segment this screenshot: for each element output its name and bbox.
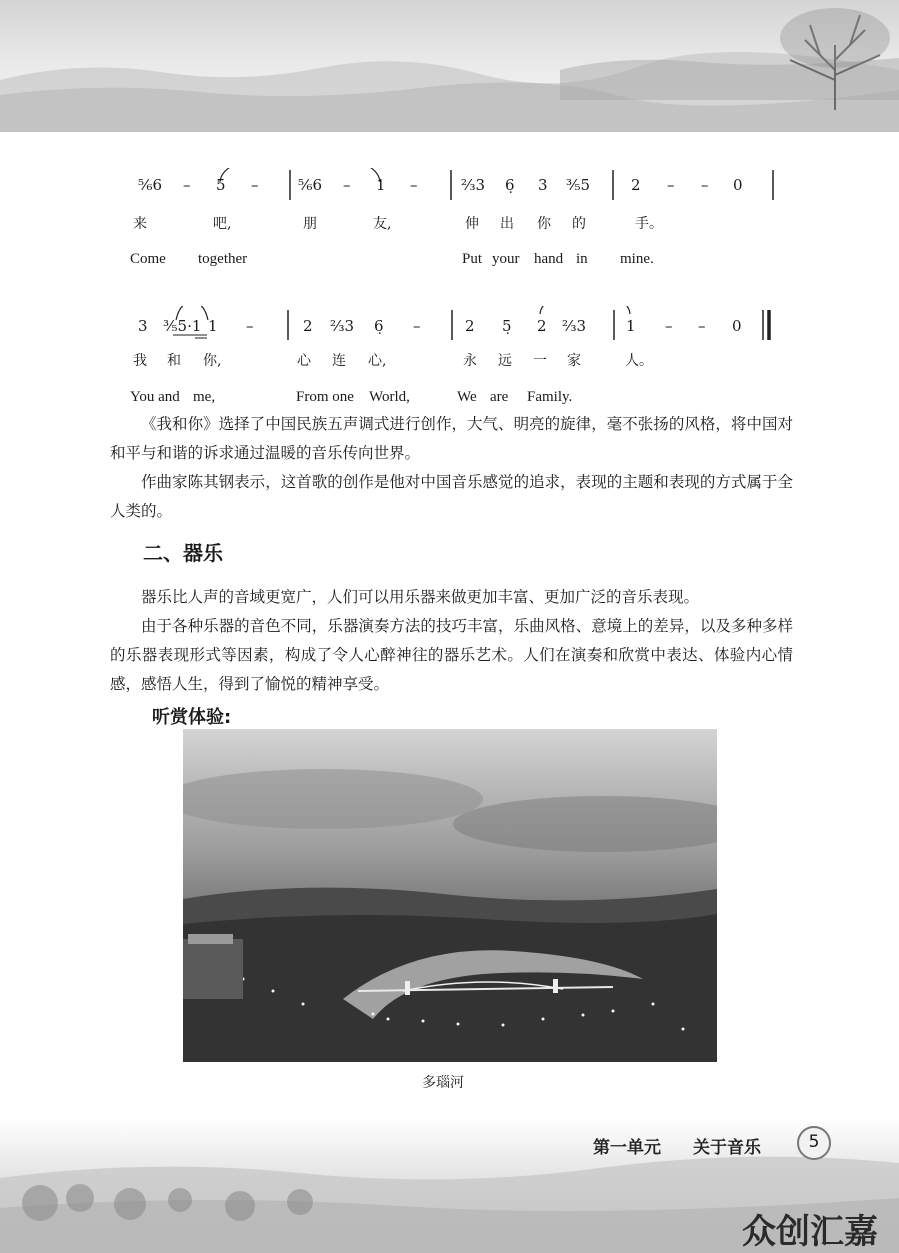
score-note: ⁵⁄₆6	[138, 176, 163, 194]
score-note: 6̣	[374, 317, 384, 335]
score-row-1	[0, 168, 899, 208]
top-landscape-banner	[0, 0, 899, 132]
english-lyric: Family.	[527, 389, 573, 405]
lyric-char: 我	[133, 353, 147, 369]
english-lyric: together	[198, 251, 248, 267]
score-note: –	[183, 176, 191, 194]
score-note: 0	[732, 317, 742, 335]
score-row-2	[0, 306, 899, 346]
score-note: –	[698, 317, 706, 335]
lyric-char: 来	[133, 216, 147, 232]
score-note: ²⁄₃3	[461, 176, 486, 194]
score-row-1-lines	[0, 168, 899, 208]
english-lyric: me,	[193, 389, 216, 405]
lyric-char: 和	[167, 353, 181, 369]
lyric-char: 心,	[368, 353, 387, 369]
score-note: 2	[465, 317, 475, 335]
lyric-char: 心	[297, 353, 311, 369]
score-note: 1	[208, 317, 218, 335]
english-lyric: Put	[462, 251, 483, 267]
english-lyric: your	[492, 251, 520, 267]
english-lyric: World,	[369, 389, 410, 405]
lyric-char: 连	[332, 353, 346, 369]
paragraph: 器乐比人声的音域更宽广，人们可以用乐器来做更加丰富、更加广泛的音乐表现。	[141, 588, 700, 606]
lyric-char: 手。	[635, 216, 663, 232]
watermark-logo: 众创汇嘉	[742, 1212, 878, 1252]
section-heading: 二、器乐	[143, 541, 223, 565]
page-number: 5	[797, 1126, 831, 1160]
english-lyric: From one	[296, 389, 354, 405]
lyric-char: 的	[572, 216, 586, 232]
score-note: –	[413, 317, 421, 335]
score-note: 3	[138, 317, 148, 335]
landscape-illustration	[0, 0, 899, 132]
score-note: ³⁄₅5	[566, 176, 591, 194]
english-lyric: You and	[130, 389, 180, 405]
lyric-char: 出	[500, 216, 514, 232]
intro-paragraphs	[110, 410, 793, 526]
english-lyric: mine.	[620, 251, 654, 267]
score-note: 2	[631, 176, 641, 194]
listening-heading: 听赏体验:	[152, 707, 232, 728]
score-note: ²⁄₃3	[330, 317, 355, 335]
lyric-char: 友,	[373, 216, 392, 232]
score-note: 5̣	[502, 317, 512, 335]
score-note: –	[701, 176, 709, 194]
score-note: 5	[216, 176, 226, 194]
english-lyric: We	[457, 389, 477, 405]
english-lyric: hand	[534, 251, 564, 267]
english-lyric: in	[576, 251, 588, 267]
instrumental-paragraphs	[110, 583, 793, 699]
english-lyric: Come	[130, 251, 166, 267]
lyric-char: 一	[533, 353, 547, 369]
score-note: 1	[626, 317, 636, 335]
paragraph: 作曲家陈其钢表示，这首歌的创作是他对中国音乐感觉的追求，表现的主题和表现的方式属于全人类的。	[110, 473, 793, 520]
score-note: –	[665, 317, 673, 335]
score-row-2-lines	[0, 306, 899, 346]
score-note: 0	[733, 176, 743, 194]
paragraph: 由于各种乐器的音色不同，乐器演奏方法的技巧丰富，乐曲风格、意境上的差异，以及多种多样的乐器表现形式等因素，构成了令人心醉神往的器乐艺术。人们在演奏和欣赏中表达、体验内心情感，感悟人生，得到了愉悦的精神享受。	[110, 617, 793, 693]
danube-night-image	[183, 729, 717, 1062]
lyric-char: 远	[498, 353, 512, 369]
score-note: ²⁄₃3	[562, 317, 587, 335]
score-note: 1	[376, 176, 386, 194]
score-note: 6̣	[505, 176, 515, 194]
lyric-char: 你	[537, 216, 551, 232]
score-note: –	[667, 176, 675, 194]
score-note: ⁵⁄₆6	[298, 176, 323, 194]
paragraph: 《我和你》选择了中国民族五声调式进行创作，大气、明亮的旋律，毫不张扬的风格，将中国对和平与和谐的诉求通过温暖的音乐传向世界。	[110, 415, 793, 462]
lyric-char: 伸	[465, 216, 479, 232]
lyric-char: 你,	[203, 353, 222, 369]
score-note: 3	[538, 176, 548, 194]
lyric-char: 朋	[303, 216, 317, 232]
score-note: –	[246, 317, 254, 335]
photo-caption: 多瑙河	[422, 1075, 464, 1091]
english-lyric: are	[490, 389, 509, 405]
score-note: ³⁄₅5·1	[163, 317, 202, 335]
lyric-char: 永	[463, 353, 477, 369]
score-note: –	[410, 176, 418, 194]
score-note: 2	[537, 317, 547, 335]
score-note: –	[343, 176, 351, 194]
lyric-char: 人。	[625, 353, 653, 369]
lyric-char: 家	[567, 353, 581, 369]
footer-title: 关于音乐	[693, 1138, 761, 1158]
lyric-char: 吧,	[213, 216, 232, 232]
score-note: –	[251, 176, 259, 194]
danube-photo	[183, 729, 717, 1062]
score-note: 2	[303, 317, 313, 335]
footer-unit: 第一单元	[593, 1138, 661, 1158]
